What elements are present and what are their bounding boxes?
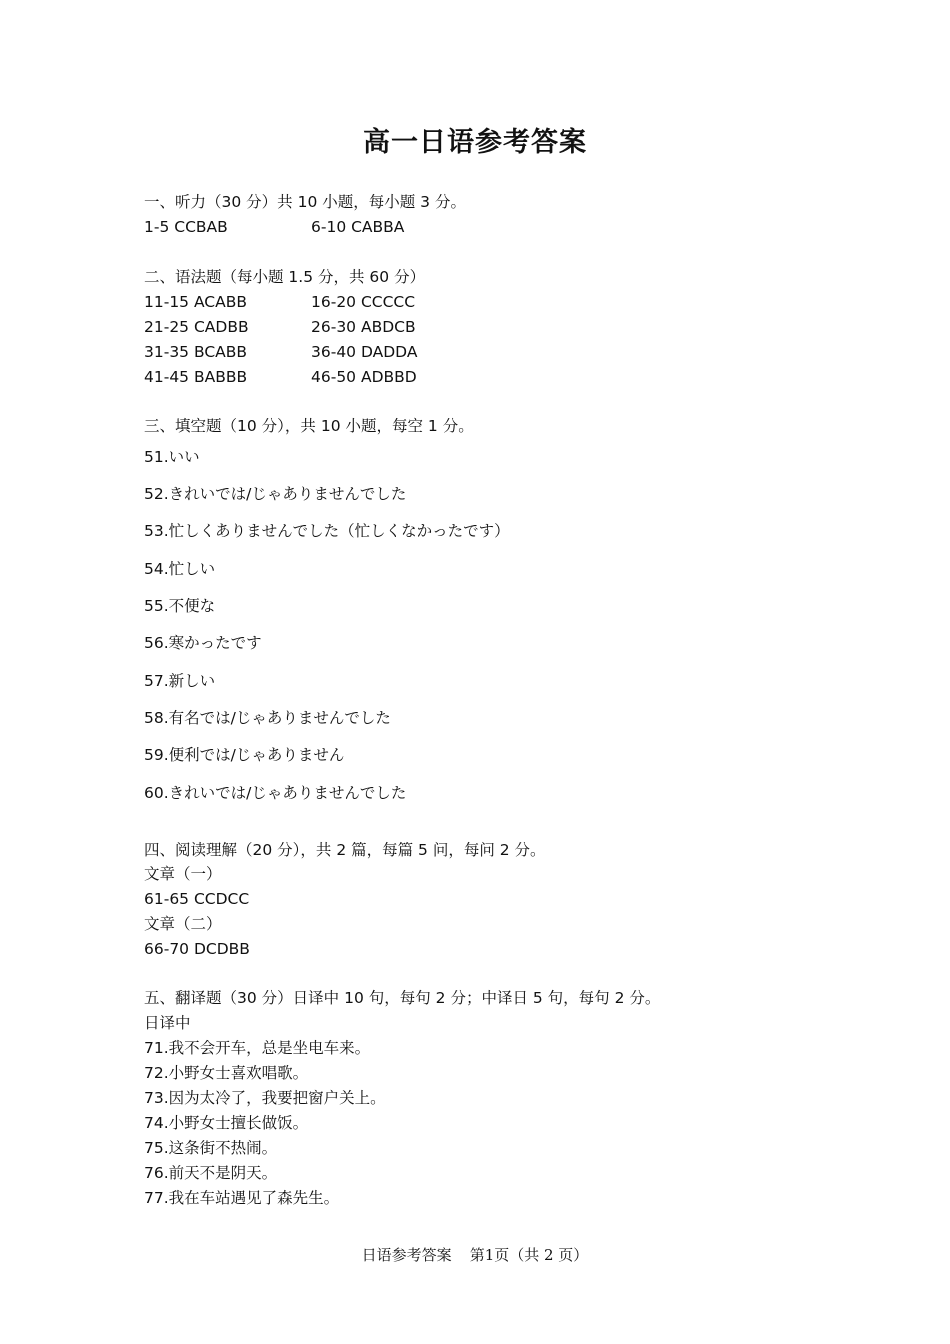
translation-answer: 73.因为太冷了，我要把窗户关上。 (144, 1089, 386, 1107)
fill-answer: 54.忙しい (144, 560, 216, 578)
translation-answer: 71.我不会开车，总是坐电车来。 (144, 1039, 371, 1057)
fill-answer: 57.新しい (144, 672, 216, 690)
fill-answer: 56.寒かったです (144, 634, 262, 652)
page-title: 高一日语参考答案 (363, 127, 587, 158)
fill-answer: 52.きれいでは/じゃありませんでした (144, 485, 407, 503)
answer-row: 36-40 DADDA (311, 343, 418, 361)
page-footer (0, 1244, 950, 1265)
answer-row: 1-5 CCBAB (144, 218, 228, 236)
answer-row: 16-20 CCCCC (311, 293, 416, 311)
answer-row: 61-65 CCDCC (144, 890, 250, 908)
section-listening-heading: 一、听力（30 分）共 10 小题，每小题 3 分。 (144, 193, 466, 211)
section-reading-heading: 四、阅读理解（20 分），共 2 篇，每篇 5 问，每问 2 分。 (144, 841, 546, 859)
answer-row: 21-25 CADBB (144, 318, 249, 336)
fill-answer: 53.忙しくありませんでした（忙しくなかったです） (144, 522, 510, 540)
reading-passage-label: 文章（一） (144, 865, 222, 883)
answer-row: 31-35 BCABB (144, 343, 248, 361)
translation-answer: 72.小野女士喜欢唱歌。 (144, 1064, 309, 1082)
translation-answer: 77.我在车站遇见了森先生。 (144, 1189, 340, 1207)
translation-subheading: 日译中 (144, 1014, 191, 1032)
translation-answer: 74.小野女士擅长做饭。 (144, 1114, 309, 1132)
answer-row: 46-50 ADBBD (311, 368, 417, 386)
fill-answer: 58.有名では/じゃありませんでした (144, 709, 391, 727)
answer-row: 11-15 ACABB (144, 293, 247, 311)
reading-passage-label: 文章（二） (144, 915, 222, 933)
section-fill-heading: 三、填空题（10 分），共 10 小题，每空 1 分。 (144, 417, 474, 435)
fill-answer: 60.きれいでは/じゃありませんでした (144, 784, 407, 802)
fill-answer: 51.いい (144, 448, 200, 466)
translation-answer: 76.前天不是阴天。 (144, 1164, 278, 1182)
fill-answer: 59.便利では/じゃありません (144, 746, 345, 764)
answer-row: 6-10 CABBA (311, 218, 405, 236)
section-grammar-heading: 二、语法题（每小题 1.5 分，共 60 分） (144, 268, 426, 286)
footer-doc-title: 日语参考答案 (361, 1246, 452, 1264)
answer-row: 41-45 BABBB (144, 368, 248, 386)
answer-row: 26-30 ABDCB (311, 318, 416, 336)
translation-answer: 75.这条街不热闹。 (144, 1139, 278, 1157)
footer-page-number: 第1页（共 2 页） (469, 1246, 589, 1264)
answer-row: 66-70 DCDBB (144, 940, 250, 958)
fill-answer: 55.不便な (144, 597, 216, 615)
section-translation-heading: 五、翻译题（30 分）日译中 10 句，每句 2 分；中译日 5 句，每句 2 分。 (144, 989, 661, 1007)
